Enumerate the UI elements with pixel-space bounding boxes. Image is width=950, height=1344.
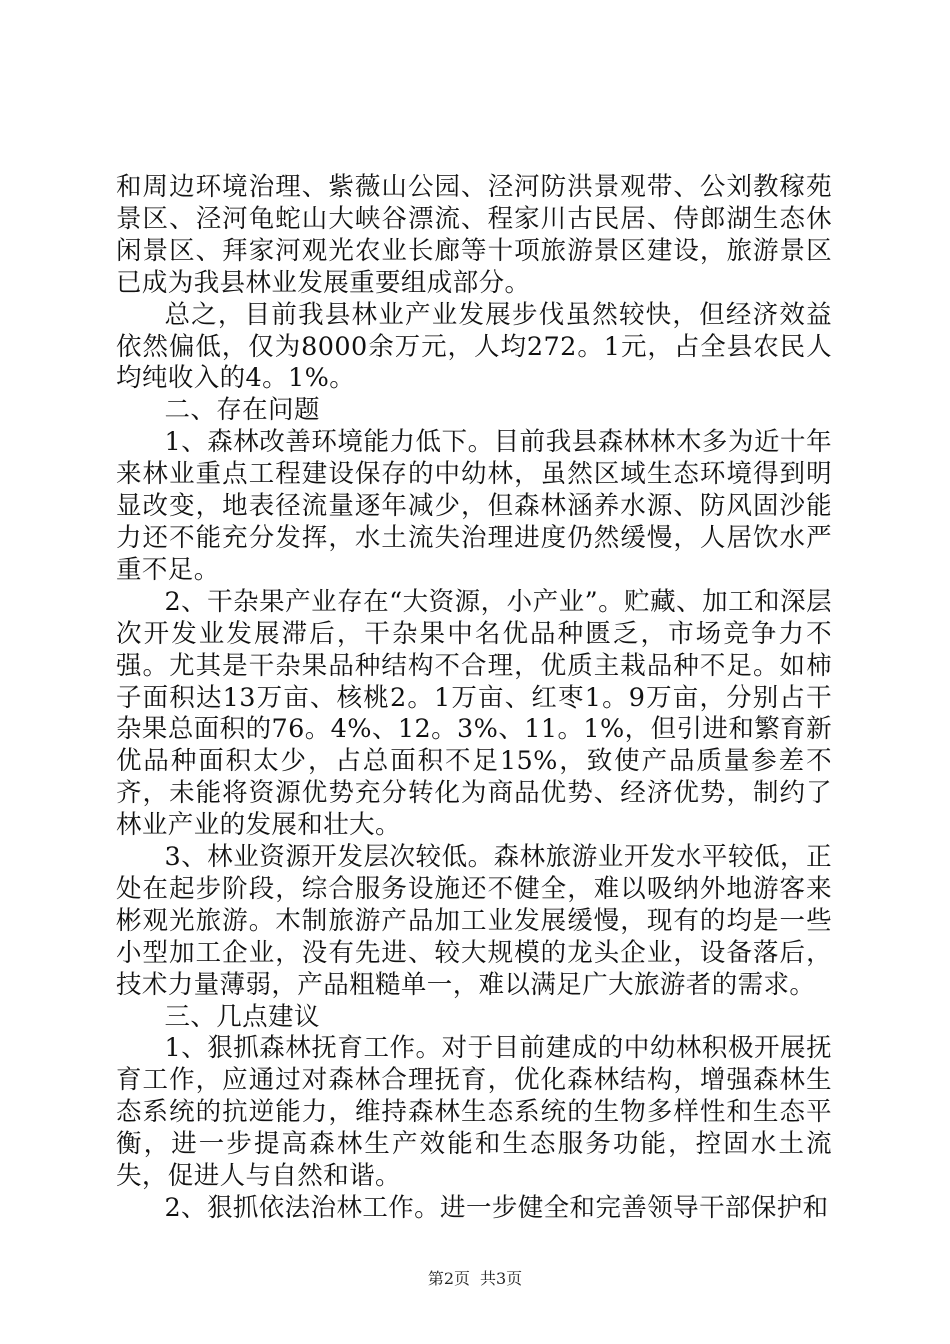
page-number: 第2页 <box>427 1269 470 1288</box>
paragraph-suggestion-1: 1、狠抓森林抚育工作。对于目前建成的中幼林积极开展抚育工作，应通过对森林合理抚育，优化森林结构，增强森林生态系统的抗逆能力，维持森林生态系统的生物多样性和生态平衡，进一步提高森林生产效能和生态服务功能，控固水土流失，促进人与自然和谐。 <box>116 1033 832 1192</box>
page-footer <box>0 1266 950 1289</box>
paragraph-problem-1: 1、森林改善环境能力低下。目前我县森林林木多为近十年来林业重点工程建设保存的中幼林，虽然区域生态环境得到明显改变，地表径流量逐年减少，但森林涵养水源、防风固沙能力还不能充分发挥，水土流失治理进度仍然缓慢，人居饮水严重不足。 <box>116 427 832 585</box>
section-heading-suggestions: 三、几点建议 <box>164 1001 320 1032</box>
document-body <box>116 172 832 1225</box>
paragraph-summary: 总之，目前我县林业产业发展步伐虽然较快，但经济效益依然偏低，仅为8000余万元，人均272。1元，占全县农民人均纯收入的4。1%。 <box>116 299 832 394</box>
paragraph-continuation: 和周边环境治理、紫薇山公园、泾河防洪景观带、公刘教稼苑景区、泾河龟蛇山大峡谷漂流、程家川古民居、侍郎湖生态休闲景区、拜家河观光农业长廊等十项旅游景区建设，旅游景区已成为我县林业发展重要组成部分。 <box>116 172 832 298</box>
paragraph-problem-2: 2、干杂果产业存在“大资源，小产业”。贮藏、加工和深层次开发业发展滞后，干杂果中名优品种匮乏，市场竞争力不强。尤其是干杂果品种结构不合理，优质主栽品种不足。如柿子面积达13万亩、核桃2。1万亩、红枣1。9万亩，分别占干杂果总面积的76。4%、12。3%、11。1%，但引进和繁育新优品种面积太少，占总面积不足15%，致使产品质量参差不齐，未能将资源优势充分转化为商品优势、经济优势，制约了林业产业的发展和壮大。 <box>116 586 832 841</box>
section-heading-problems: 二、存在问题 <box>164 395 320 426</box>
paragraph-problem-3: 3、林业资源开发层次较低。森林旅游业开发水平较低，正处在起步阶段，综合服务设施还不健全，难以吸纳外地游客来彬观光旅游。木制旅游产品加工业发展缓慢，现有的均是一些小型加工企业，没有先进、较大规模的龙头企业，设备落后，技术力量薄弱，产品粗糙单一，难以满足广大旅游者的需求。 <box>116 842 832 1000</box>
page-total: 共3页 <box>480 1269 523 1288</box>
paragraph-suggestion-2: 2、狠抓依法治林工作。进一步健全和完善领导干部保护和 <box>164 1193 829 1223</box>
